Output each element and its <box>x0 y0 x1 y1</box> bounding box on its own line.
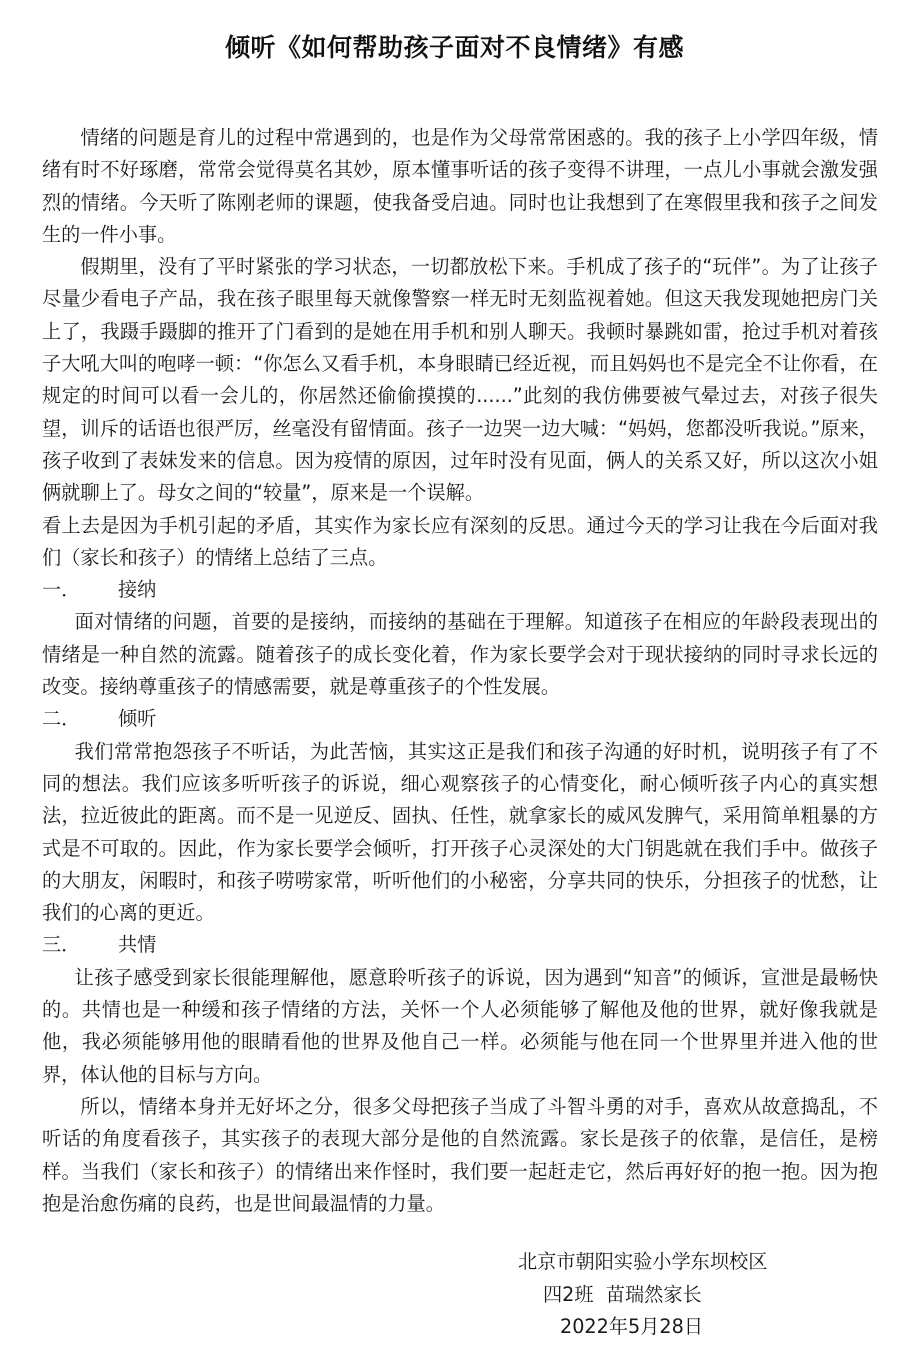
section-title: 接纳 <box>118 578 157 602</box>
signature-block <box>460 1246 860 1344</box>
paragraph-listen: 我们常常抱怨孩子不听话，为此苦恼，其实这正是我们和孩子沟通的好时机，说明孩子有了不同的想法。我们应该多听听孩子的诉说，细心观察孩子的心情变化，耐心倾听孩子内心的真实想法，拉近彼此的距离。而不是一见逆反、固执、任性，就拿家长的威风发脾气，采用简单粗暴的方式是不可取的。因此，作为家长要学会倾听，打开孩子心灵深处的大门钥匙就在我们手中。做孩子的大朋友，闲暇时，和孩子唠唠家常，听听他们的小秘密，分享共同的快乐，分担孩子的忧愁，让我们的心离的更近。 <box>42 739 878 925</box>
section-number: 三． <box>42 933 81 957</box>
section-heading-empathy <box>42 929 878 961</box>
signature-school: 北京市朝阳实验小学东坝校区 <box>518 1250 768 1273</box>
paragraph-reflection: 看上去是因为手机引起的矛盾，其实作为家长应有深刻的反思。通过今天的学习让我在今后面对我们（家长和孩子）的情绪上总结了三点。 <box>42 513 878 569</box>
section-title: 共情 <box>118 933 157 957</box>
paragraph-intro: 情绪的问题是育儿的过程中常遇到的，也是作为父母常常困惑的。我的孩子上小学四年级，情绪有时不好琢磨，常常会觉得莫名其妙，原本懂事听话的孩子变得不讲理，一点儿小事就会激发强烈的情绪。今天听了陈刚老师的课题，使我备受启迪。同时也让我想到了在寒假里我和孩子之间发生的一件小事。 <box>42 126 878 246</box>
paragraph-empathy: 让孩子感受到家长很能理解他，愿意聆听孩子的诉说，因为遇到“知音”的倾诉，宣泄是最畅快的。共情也是一种缓和孩子情绪的方法，关怀一个人必须能够了解他及他的世界，就好像我就是他，我必须能够用他的眼睛看他的世界及他自己一样。必须能与他在同一个世界里并进入他的世界，体认他的目标与方向。 <box>42 965 878 1086</box>
document-body <box>42 122 878 1220</box>
section-title: 倾听 <box>118 707 157 731</box>
signature-date: 2022年5月28日 <box>560 1315 704 1338</box>
paragraph-accept: 面对情绪的问题，首要的是接纳，而接纳的基础在于理解。知道孩子在相应的年龄段表现出的情绪是一种自然的流露。随着孩子的成长变化着，作为家长要学会对于现状接纳的同时寻求长远的改变。接纳尊重孩子的情感需要，就是尊重孩子的个性发展。 <box>42 610 878 699</box>
section-number: 二． <box>42 707 81 731</box>
signature-author: 四2班 苗瑞然家长 <box>543 1282 702 1306</box>
document-title: 倾听《如何帮助孩子面对不良情绪》有感 <box>224 33 684 62</box>
paragraph-story: 假期里，没有了平时紧张的学习状态，一切都放松下来。手机成了孩子的“玩伴”。为了让孩子尽量少看电子产品，我在孩子眼里每天就像警察一样无时无刻监视着她。但这天我发现她把房门关上了，我蹑手蹑脚的推开了门看到的是她在用手机和别人聊天。我顿时暴跳如雷，抢过手机对着孩子大吼大叫的咆哮一顿：“你怎么又看手机，本身眼睛已经近视，而且妈妈也不是完全不让你看，在规定的时间可以看一会儿的，你居然还偷偷摸摸的......”此刻的我仿佛要被气晕过去，对孩子很失望，训斥的话语也很严厉，丝毫没有留情面。孩子一边哭一边大喊：“妈妈，您都没听我说。”原来，孩子收到了表妹发来的信息。因为疫情的原因，过年时没有见面，俩人的关系又好，所以这次小姐俩就聊上了。母女之间的“较量”，原来是一个误解。 <box>42 255 878 505</box>
section-number: 一． <box>42 578 81 602</box>
section-heading-accept <box>42 574 878 606</box>
section-heading-listen <box>42 703 878 735</box>
paragraph-conclusion: 所以，情绪本身并无好坏之分，很多父母把孩子当成了斗智斗勇的对手，喜欢从故意捣乱，不听话的角度看孩子，其实孩子的表现大部分是他的自然流露。家长是孩子的依靠，是信任，是榜样。当我们（家长和孩子）的情绪出来作怪时，我们要一起赶走它，然后再好好的抱一抱。因为抱抱是治愈伤痛的良药，也是世间最温情的力量。 <box>42 1094 878 1215</box>
